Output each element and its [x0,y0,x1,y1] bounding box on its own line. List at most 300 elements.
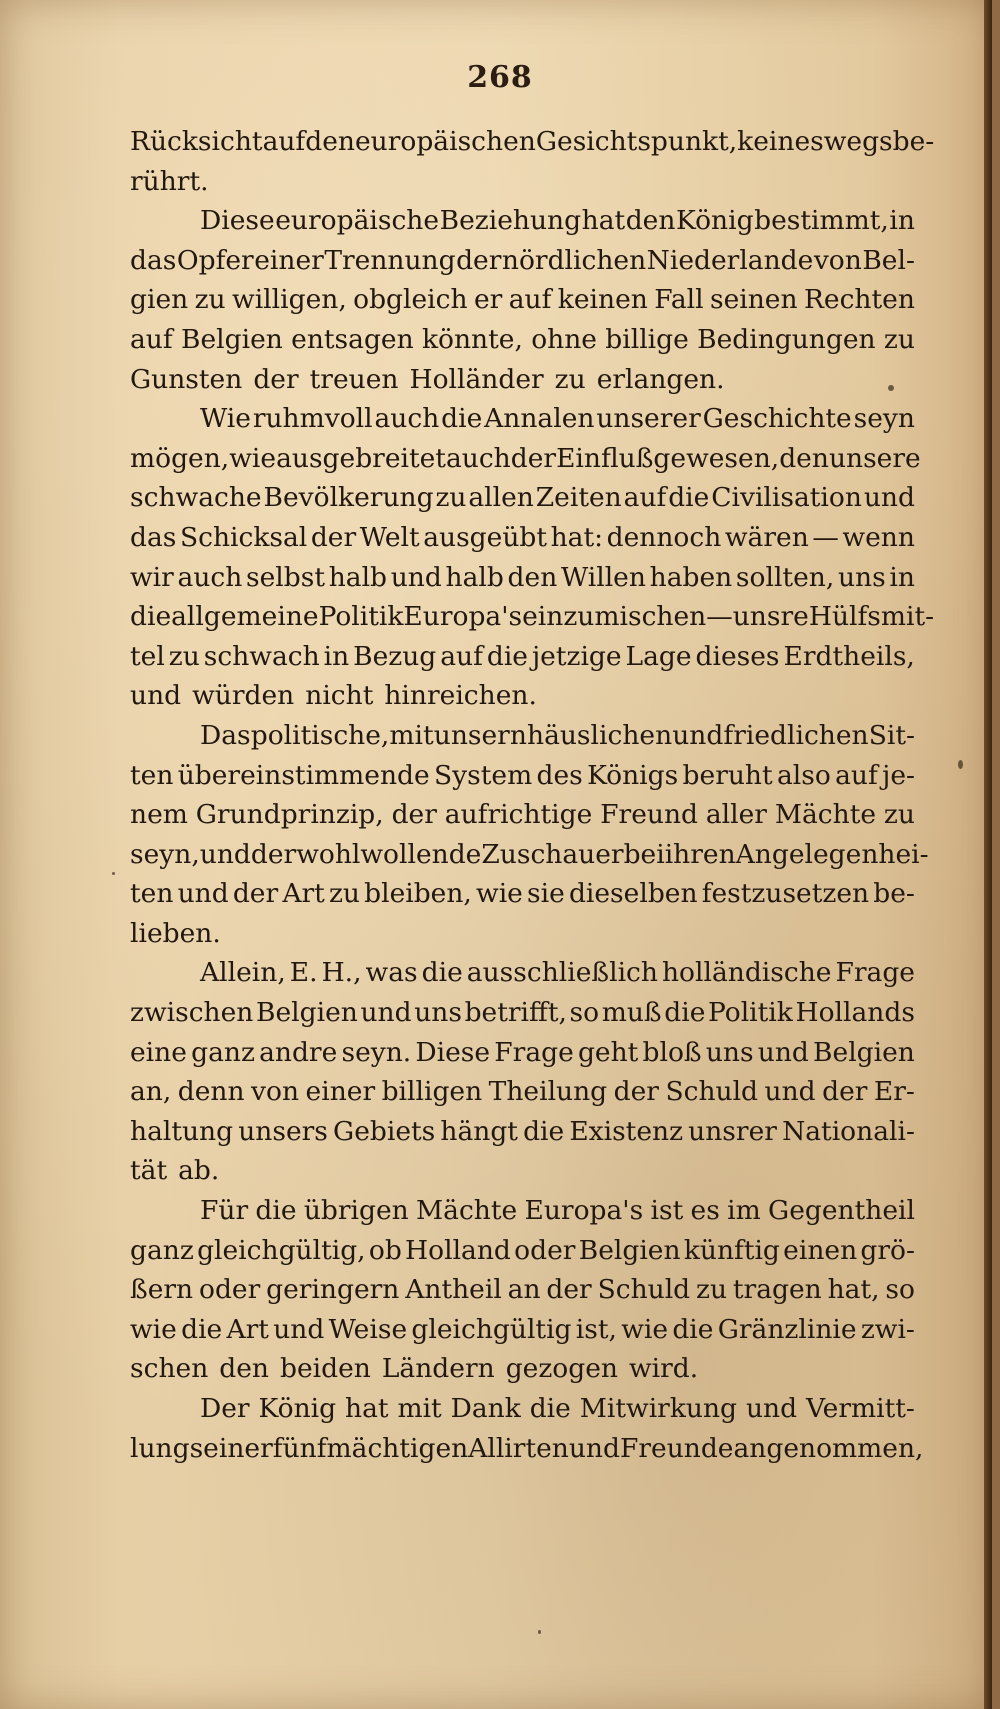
word: König [258,1393,337,1424]
word: Bedingungen [697,323,876,355]
word: gleichgültig, [197,1234,366,1266]
word: System [434,759,533,791]
word: Vermitt- [805,1393,915,1424]
word: zwischen [130,997,254,1029]
word: Angelegenhei- [735,838,929,870]
word: Weise [328,1313,408,1345]
word: was [365,957,418,989]
word: die [523,1115,565,1147]
word: andre [259,1036,338,1068]
word: dieselben [568,878,698,910]
word: haltung [130,1115,234,1147]
word: es [690,1195,720,1227]
word: gien [130,284,189,316]
word: Civilisation [711,482,862,514]
word: die [130,601,172,633]
word: unsrer [688,1115,777,1147]
word: Freund [600,799,698,831]
word: nicht [305,680,374,712]
word: und [863,482,915,514]
word: ohne [531,323,597,355]
word: bei [623,838,665,870]
word: zwi- [860,1313,915,1345]
word: betrifft, [464,997,567,1029]
word: zu [194,284,226,316]
word: würden [192,680,295,712]
word: auch [177,561,243,593]
word: Theilung [488,1076,608,1108]
word: Gunsten [130,363,243,395]
text-line [130,558,915,598]
word: hat, [827,1274,880,1306]
word: seyn [853,403,915,435]
word: angenommen, [733,1432,924,1464]
word: die [181,1313,223,1345]
word: seiner [189,1432,273,1464]
word: willigen, [232,284,347,316]
word: ihren [664,838,736,870]
ink-speck [888,385,894,391]
word: unsre [732,601,809,633]
word: Diese [415,1036,491,1068]
word: wie [229,442,277,474]
word: oder [198,1274,261,1306]
word: einer [305,1076,376,1108]
word: Sit- [868,719,915,751]
word: Mitwirkung [579,1393,738,1424]
word: Hollands [795,997,915,1029]
word: Er- [873,1076,915,1108]
word: auf [440,640,483,672]
word: gleichgültig [411,1313,572,1345]
text-line [130,280,915,320]
word: Gesichtspunkt, [535,126,738,157]
word: und [390,561,442,593]
word: die [668,482,710,514]
word: erlangen. [596,363,725,395]
word: lieben. [130,917,221,949]
word: die [255,1195,297,1227]
word: halb [328,561,388,593]
word: Opfer [176,244,254,276]
text-line [130,122,935,162]
word: Gebiets [333,1115,436,1147]
ink-speck [958,760,963,769]
word: politische, [250,719,390,751]
word: Holland [405,1234,511,1266]
word: auch [374,403,440,435]
word: übereinstimmende [177,759,430,791]
word: E. [289,957,318,989]
word: Belgien [256,997,358,1029]
word: Gränzlinie [717,1313,857,1345]
word: ist [650,1195,684,1227]
word: von [251,1076,300,1108]
word: zu [168,640,200,672]
word: geringern [266,1274,400,1306]
word: so [885,1274,915,1306]
word: zu [883,323,915,355]
word: halb [445,561,504,593]
word: Ländern [381,1353,495,1385]
word: Fall [654,284,704,316]
text-line [130,360,915,400]
word: seinen [709,284,798,316]
word: tel [130,640,165,672]
word: beiden [279,1353,371,1385]
text-line [130,1231,915,1271]
word: Bevölkerung [263,482,434,514]
text-line [130,716,915,756]
word: hat: [550,521,604,553]
text-line [130,399,915,439]
word: zu [328,878,360,910]
word: der [310,521,357,553]
word: grö- [860,1234,915,1266]
word: ist, [575,1313,617,1345]
word: der [253,363,299,395]
word: und [177,878,229,910]
word: und [764,1076,816,1108]
word: die [441,403,483,435]
word: Hülfsmit- [808,601,935,633]
word: Grundprinzip, [195,799,384,831]
word: unsern [433,719,527,751]
word: Schuld [665,1076,759,1108]
word: der [250,838,297,870]
text-line [130,676,915,716]
word: und [273,1313,325,1345]
word: schwach [203,640,320,672]
word: auf [835,759,878,791]
word: entsagen [291,323,414,355]
text-line [130,1429,924,1469]
word: Zeiten [535,482,622,514]
word: Schicksal [179,521,308,553]
word: Politik [318,601,404,633]
word: Allirten [468,1432,569,1464]
word: Das [200,719,251,751]
word: Politik [708,997,793,1029]
word: einzumischen [522,601,707,633]
text-line [130,1072,915,1112]
word: den [305,126,355,157]
word: die [421,957,463,989]
word: ganz [130,1234,194,1266]
word: den [625,205,676,237]
word: ab. [178,1155,220,1187]
word: an, [130,1076,172,1108]
text-line [130,201,915,241]
text-line [130,795,915,835]
word: Niederlande [646,244,814,276]
word: Willen [560,561,646,593]
word: be- [892,126,935,157]
word: Annalen [484,403,595,435]
word: mit [397,1393,442,1424]
word: muß [601,997,662,1029]
word: haben [649,561,733,593]
word: Mächte [774,799,877,831]
word: hängt [440,1115,518,1147]
word: den [507,561,558,593]
word: künftig [683,1234,780,1266]
body-text [130,122,935,1468]
word: wären [724,521,809,553]
text-line [130,1270,915,1310]
word: Einfluß [556,442,654,474]
word: uns [414,997,462,1029]
word: eine [130,1036,187,1068]
word: im [727,1195,761,1227]
word: bleiben, [364,878,472,910]
word: beruht [682,759,773,791]
word: wenn [842,521,915,553]
word: Europa's [524,1195,644,1227]
word: mächtigen [326,1432,469,1464]
word: einer [254,244,324,276]
word: bestimmt, [754,205,889,237]
word: des [536,759,583,791]
word: Antheil [405,1274,502,1306]
word: wie [476,878,523,910]
word: allen [468,482,534,514]
word: in [889,561,915,593]
word: der [232,878,279,910]
word: mit [389,719,434,751]
word: Art [226,1313,269,1345]
text-line [130,1389,915,1429]
word: uns [705,1036,754,1068]
page-number: 268 [467,60,533,95]
word: also [776,759,831,791]
word: und [568,1432,620,1464]
word: Welt [359,521,420,553]
word: be- [873,878,915,910]
word: mögen, [130,442,230,474]
word: wir [130,561,174,593]
word: uns [837,561,886,593]
word: billigen [381,1076,483,1108]
word: die [672,1313,714,1345]
word: Bel- [862,244,915,276]
word: übrigen [303,1195,409,1227]
word: der [546,1274,592,1306]
word: nördlichen [501,244,647,276]
word: Schuld [597,1274,691,1306]
word: treuen [309,363,399,395]
word: jetzige [531,640,622,672]
text-line [130,874,915,914]
word: und [757,1036,809,1068]
word: Allein, [200,957,286,989]
text-line [130,1151,915,1191]
word: holländische [661,957,832,989]
word: zu [883,799,915,831]
word: in [323,640,350,672]
word: Gegentheil [768,1195,915,1227]
word: unserer [596,403,701,435]
word: je- [882,759,915,791]
word: Erdtheils, [783,640,915,672]
text-line [130,637,915,677]
word: ausgeübt [423,521,548,553]
text-line [130,835,929,875]
word: Der [200,1393,250,1424]
word: und [672,719,724,751]
word: schwache [130,482,262,514]
word: König [676,205,754,237]
word: seyn, [130,838,200,870]
word: das [130,244,177,276]
word: wohlwollende [296,838,482,870]
word: wie [621,1313,669,1345]
word: auf [623,482,667,514]
word: Wie [200,403,251,435]
word: tragen [732,1274,822,1306]
word: obgleich [353,284,468,316]
word: und [745,1393,798,1424]
word: Rechten [803,284,915,316]
word: Belgien [813,1036,915,1068]
word: Existenz [569,1115,684,1147]
word: ganz [191,1036,255,1068]
word: Europa's [403,601,523,633]
text-line [130,518,915,558]
word: Holländer [409,363,544,395]
word: die [529,1393,571,1424]
word: Beziehung [439,205,582,237]
word: sollten, [735,561,835,593]
word: festzusetzen [701,878,870,910]
word: — [706,601,733,633]
text-line [130,439,921,479]
word: könnte, [421,323,523,355]
word: europäischen [354,126,536,157]
word: — [812,521,839,553]
word: ruhmvoll [252,403,373,435]
word: allgemeine [171,601,319,633]
word: der [456,244,502,276]
text-line [130,241,915,281]
word: so [569,997,600,1029]
word: keineswegs [737,126,893,157]
word: Königs [587,759,679,791]
word: häuslichen [527,719,673,751]
word: Art [282,878,325,910]
word: ßern [130,1274,194,1306]
word: ob [368,1234,402,1266]
text-line [130,320,915,360]
text-line [130,756,915,796]
word: auf [262,126,306,157]
word: auf [130,323,173,355]
word: H., [321,957,362,989]
word: Dank [450,1393,521,1424]
word: Belgien [578,1234,681,1266]
text-line [130,478,915,518]
word: Belgien [181,323,283,355]
text-line [130,162,915,202]
word: bloß [642,1036,702,1068]
word: dieses [695,640,780,672]
text-line [130,1112,915,1152]
word: Trennung [324,244,456,276]
word: Geschichte [702,403,852,435]
word: zu [554,363,586,395]
word: geht [577,1036,639,1068]
word: das [130,521,177,553]
word: fünf [272,1432,327,1464]
text-line [130,1310,915,1350]
word: Diese [200,205,275,237]
word: unsers [238,1115,328,1147]
word: hat [345,1393,389,1424]
word: auf [508,284,552,316]
word: unsere [828,442,921,474]
word: von [813,244,862,276]
word: Bezug [353,640,437,672]
word: keinen [557,284,648,316]
word: rührt. [130,165,209,197]
word: und [199,838,251,870]
word: seyn. [341,1036,412,1068]
word: Freunde [619,1432,734,1464]
text-line [130,597,935,637]
page-edge [984,0,992,1709]
word: ausschließlich [466,957,658,989]
word: wie [130,1313,177,1345]
ink-speck [538,1630,541,1634]
word: an [507,1274,541,1306]
word: selbst [246,561,325,593]
word: Rücksicht [130,126,263,157]
word: die [664,997,706,1029]
word: der [613,1076,659,1108]
word: ausgebreitet [276,442,446,474]
word: aller [705,799,767,831]
text-line [130,1349,915,1389]
word: denn [177,1076,245,1108]
word: Frage [835,957,915,989]
word: und [360,997,412,1029]
word: der [510,442,557,474]
word: ten [130,878,174,910]
word: ten [130,759,174,791]
text-line [130,1033,915,1073]
word: und [130,680,182,712]
word: in [889,205,915,237]
word: einen [783,1234,858,1266]
word: Zuschauer [481,838,624,870]
word: nem [130,799,188,831]
word: gewesen, [653,442,780,474]
word: zu [435,482,467,514]
word: Nationali- [782,1115,915,1147]
word: den [779,442,829,474]
word: billige [605,323,689,355]
word: lung [130,1432,190,1464]
word: der [822,1076,868,1108]
word: die [486,640,528,672]
word: europäische [275,205,440,237]
word: friedlichen [723,719,869,751]
word: wird. [628,1353,699,1385]
word: schen [130,1353,209,1385]
word: tät [130,1155,168,1187]
text-line [130,914,915,954]
word: er [473,284,503,316]
